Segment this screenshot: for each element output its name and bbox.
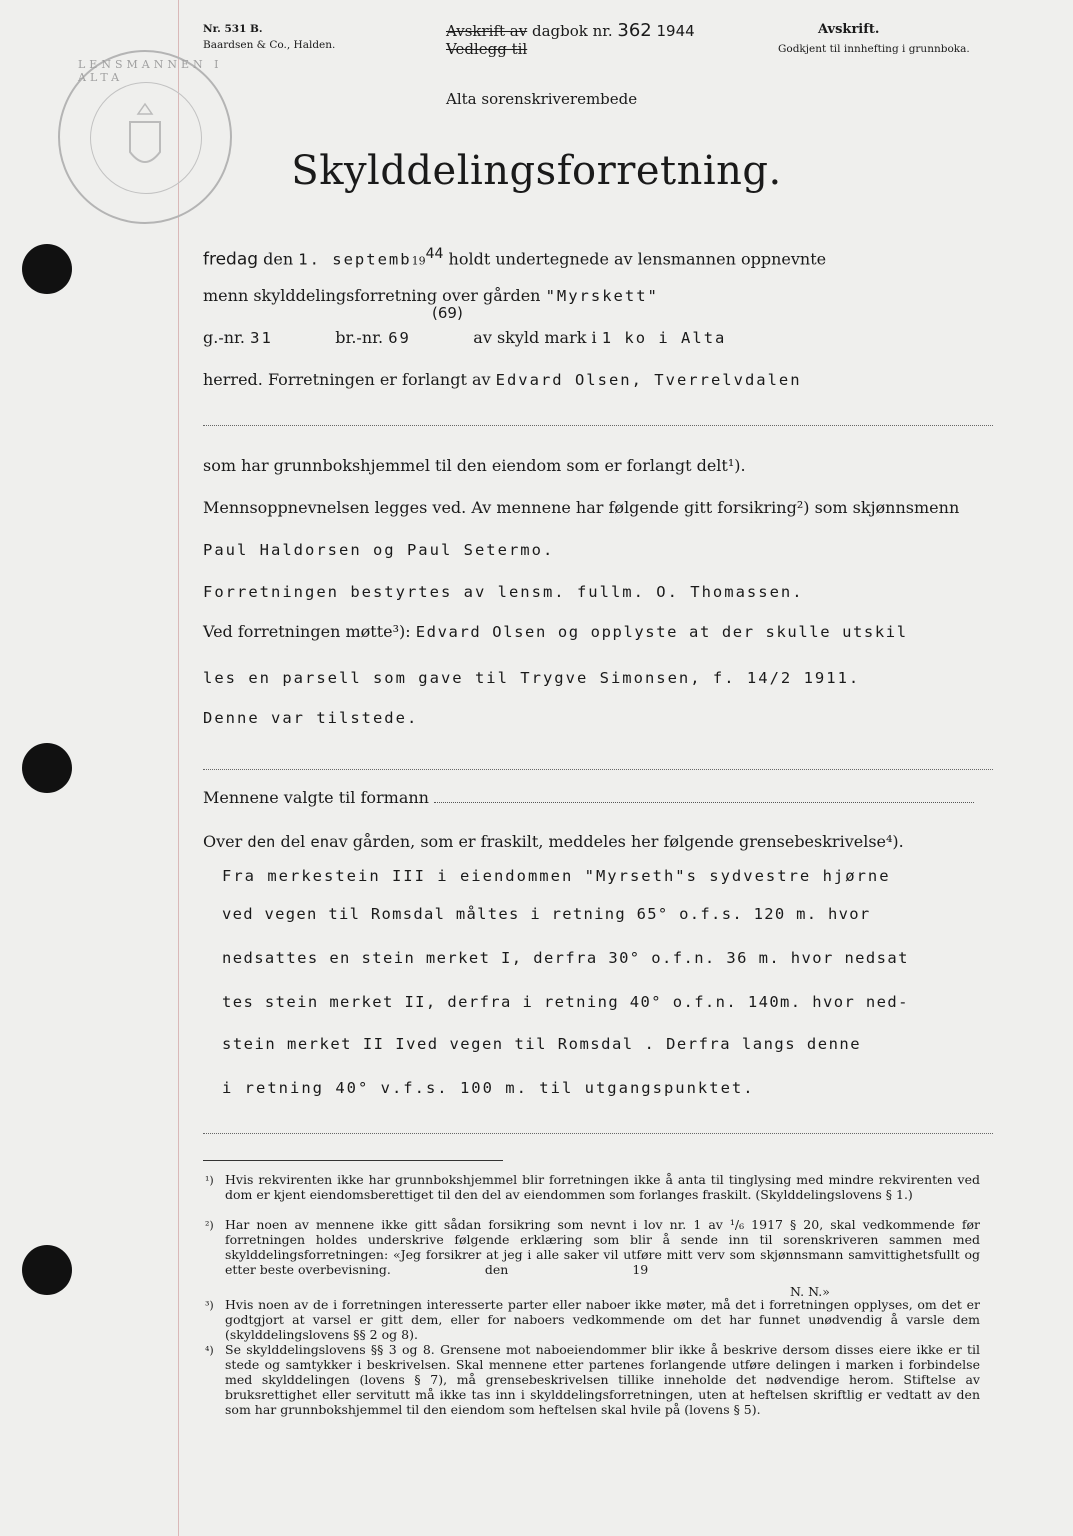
dagbok-number: 362 — [617, 20, 652, 41]
footnote-separator — [203, 1160, 503, 1161]
body-line-14: Over den del enav gården, som er fraskilt, meddeles her følgende grensebeskrivelse⁴). — [203, 832, 904, 851]
footnote-1: Hvis rekvirenten ikke har grunnbokshjemmel blir forretningen ikke å anta til tinglysing med mindre rekvirenten ved dom er kjent eiendomsberettiget til den del av eiendommen som forlanges fraskilt. (Skylddelingslovens § 1.) — [225, 1172, 980, 1202]
godkjent-label: Godkjent til innhefting i grunnboka. — [778, 43, 970, 55]
weekday: fredag — [203, 249, 259, 270]
date-typed: 1. septemb — [298, 250, 412, 269]
footnote-3: Hvis noen av de i forretningen interesserte parter eller naboer ikke møter, må det i forretningen opplyses, om det er godtgjort at varsel er gitt dem, eller for naboers vedkommende om det har funnet unødvendig å varsle dem (skylddelingslovens §§ 2 og 8). — [225, 1297, 980, 1342]
brnr-handwritten-note: (69) — [432, 304, 463, 322]
body-line-3: g.-nr. 31 br.-nr. 69 av skyld mark i 1 ko i Alta — [203, 328, 727, 347]
punch-hole — [22, 1245, 72, 1295]
farm-name: "Myrskett" — [545, 287, 659, 305]
requester-name: Edvard Olsen, Tverrelvdalen — [495, 371, 802, 389]
document-page: LENSMANNEN I ALTA Nr. 531 B. Baardsen & Co., Halden. Avskrift av dagbok nr. 362 1944 Vedlegg til Alta sorenskriverembede Avskrift. Godkjent til innhefting i grunnboka. Skylddelingsforretning. fredag den 1. $septemb19^{44}$ holdt undertegnede av lensmannen oppnevnte menn skylddelingsforretning over gården "Myrskett" g.-nr. 31 br.-nr. 69 av skyld mark i 1 ko i Alta (69) herred. Forretningen er forlangt av Edvard Olsen, Tverrelvdalen som har grunnbokshjemmel til den eiendom som er forlangt delt¹). Mennsoppnevnelsen legges ved. Av mennene har følgende gitt forsikring²) som skjønnsmenn Paul Haldorsen og Paul Setermo. Forretningen bestyrtes av lensm. fullm. O. Thomassen. Ved forretningen møtte³): Edvard Olsen og opplyste at der skulle utskil les en parsell som gave til Trygve Simonsen, f. 14/2 1911. Denne var tilstede. Mennene valgte til formann Over den del enav gården, som er fraskilt, meddeles her følgende grensebeskrivelse⁴). Fra merkestein III i eiendommen "Myrseth"s sydvestre hjørne ved vegen til Romsdal måltes i retning 65° o.f.s. 120 m. hvor nedsattes en stein merket I, derfra 30° o.f.n. 36 m. hvor nedsat tes stein merket II, derfra i retning 40° o.f.n. 140m. hvor ned- stein merket II Ived vegen til Romsdal . Derfra langs denne i retning 40° v.f.s. 100 m. til utgangspunktet. ¹) Hvis rekvirenten ikke har grunnbokshjemmel blir forretningen ikke å anta til tinglysing med mindre rekvirenten ved dom er kjent eiendomsberettiget til den del av eiendommen som forlanges fraskilt. (Skylddelingslovens § 1.) ²) Har noen av mennene ikke gitt sådan forsikring som nevnt i lov nr. 1 av ¹/₆ 1917 § 20, skal vedkommende før forretningen holdes underskrive følgende erklæring som blir å sende inn til sorenskriveren sammen med skylddelingsforretningen: «Jeg forsikrer at jeg i alle saker vil utføre mitt verv som skjønnsmann samvittighetsfullt og etter beste overbevisning. den 19 N. N.» ³) Hvis noen av de i forretningen interesserte parter eller naboer ikke møter, må det i forretningen opplyses, om det er godtgjort at varsel er gitt dem, eller for naboers vedkommende om det har funnet unødvendig å varsle dem (skylddelingslovens §§ 2 og 8). ⁴) Se skylddelingslovens §§ 3 og 8. Grensene mot naboeiendommer blir ikke å beskrive dersom disses eiere ikke er til stede og samtykker i beskrivelsen. Skal mennene etter partenes forlangende utføre delingen i marken i forbindelse med skylddelingen (lovens § 7), må grensebeskrivelsen tillike inneholde det nødvendige herom. Stiftelse av bruksrettighet eller servitutt må ikke tas inn i skylddelingsforretningen, uten at heftelsen skriftlig er vedtatt av den som har grunnbokshjemmel til den eiendom som heftelsen skal hvile på (lovens § 5). — [0, 0, 1073, 1536]
form-number: Nr. 531 B. — [203, 23, 263, 35]
stamp-text: LENSMANNEN I ALTA — [78, 58, 223, 84]
publisher: Baardsen & Co., Halden. — [203, 39, 336, 51]
gnr-value: 31 — [250, 329, 273, 347]
margin-line — [178, 0, 179, 1536]
boundary-line-5: stein merket II Ived vegen til Romsdal . Derfra langs denne — [222, 1035, 862, 1053]
avskrift-label: Avskrift. — [818, 22, 880, 37]
office-name: Alta sorenskriverembede — [446, 90, 638, 108]
footnote-2: Har noen av mennene ikke gitt sådan forsikring som nevnt i lov nr. 1 av ¹/₆ 1917 § 20, skal vedkommende før forretningen holdes underskrive følgende erklæring som blir å sende inn til sorenskriveren sammen med skylddelingsforretningen: «Jeg forsikrer at jeg i alle saker vil utføre mitt verv som skjønnsmann samvittighetsfullt og etter beste overbevisning. den 19 — [225, 1217, 980, 1277]
page-title: Skylddelingsforretning. — [291, 148, 782, 194]
blank-line — [203, 424, 993, 426]
body-line-10: Ved forretningen møtte³): Edvard Olsen og opplyste at der skulle utskil — [203, 622, 908, 641]
blank-line — [203, 768, 993, 770]
blank-line — [203, 1132, 993, 1134]
body-line-7: Mennsoppnevnelsen legges ved. Av mennene har følgende gitt forsikring²) som skjønnsmenn — [203, 498, 960, 517]
attendees-continued-typed: les en parsell som gave til Trygve Simonsen, f. 14/2 1911. — [203, 669, 861, 687]
avskrift-av-label: Avskrift av — [446, 22, 528, 40]
body-line-2: menn skylddelingsforretning over gården "Myrskett" — [203, 286, 659, 305]
boundary-line-4: tes stein merket II, derfra i retning 40° o.f.n. 140m. hvor ned- — [222, 993, 909, 1011]
punch-hole — [22, 743, 72, 793]
body-line-13: Mennene valgte til formann — [203, 788, 974, 808]
present-typed: Denne var tilstede. — [203, 709, 419, 727]
conducted-by-typed: Forretningen bestyrtes av lensm. fullm. O. Thomassen. — [203, 583, 804, 601]
dagbok-year: 1944 — [656, 22, 695, 40]
footnote-4: Se skylddelingslovens §§ 3 og 8. Grensene mot naboeiendommer blir ikke å beskrive dersom disses eiere ikke er til stede og samtykker i beskrivelsen. Skal mennene etter partenes forlangende utføre delingen i marken i forbindelse med skylddelingen (lovens § 7), må grensebeskrivelsen tillike inneholde det nødvendige herom. Stiftelse av bruksrettighet eller servitutt må ikke tas inn i skylddelingsforretningen, uten at heftelsen skriftlig er vedtatt av den som har grunnbokshjemmel til den eiendom som heftelsen skal hvile på (lovens § 5). — [225, 1342, 980, 1417]
appraisers-typed: Paul Haldorsen og Paul Setermo. — [203, 541, 555, 559]
boundary-line-3: nedsattes en stein merket I, derfra 30° o.f.n. 36 m. hvor nedsat — [222, 949, 909, 967]
body-line-1: fredag den 1. $septemb19^{44}$ holdt undertegnede av lensmannen oppnevnte — [203, 246, 827, 270]
boundary-line-2: ved vegen til Romsdal måltes i retning 65° o.f.s. 120 m. hvor — [222, 905, 871, 923]
body-line-4: herred. Forretningen er forlangt av Edvard Olsen, Tverrelvdalen — [203, 370, 802, 389]
attendees-typed: Edvard Olsen og opplyste at der skulle utskil — [415, 623, 908, 641]
dagbok-label: dagbok nr. — [532, 22, 613, 40]
punch-hole — [22, 244, 72, 294]
footnote-2-signature: N. N.» — [790, 1284, 830, 1299]
brnr-value: 69 — [388, 329, 411, 347]
boundary-line-1: Fra merkestein III i eiendommen "Myrseth"s sydvestre hjørne — [222, 867, 891, 885]
skyld-value: 1 ko i Alta — [601, 329, 727, 347]
vedlegg-til-label: Vedlegg til — [446, 40, 528, 58]
body-line-6: som har grunnbokshjemmel til den eiendom som er forlangt delt¹). — [203, 456, 746, 475]
boundary-line-6: i retning 40° v.f.s. 100 m. til utgangspunktet. — [222, 1079, 755, 1097]
office-stamp — [58, 50, 232, 224]
